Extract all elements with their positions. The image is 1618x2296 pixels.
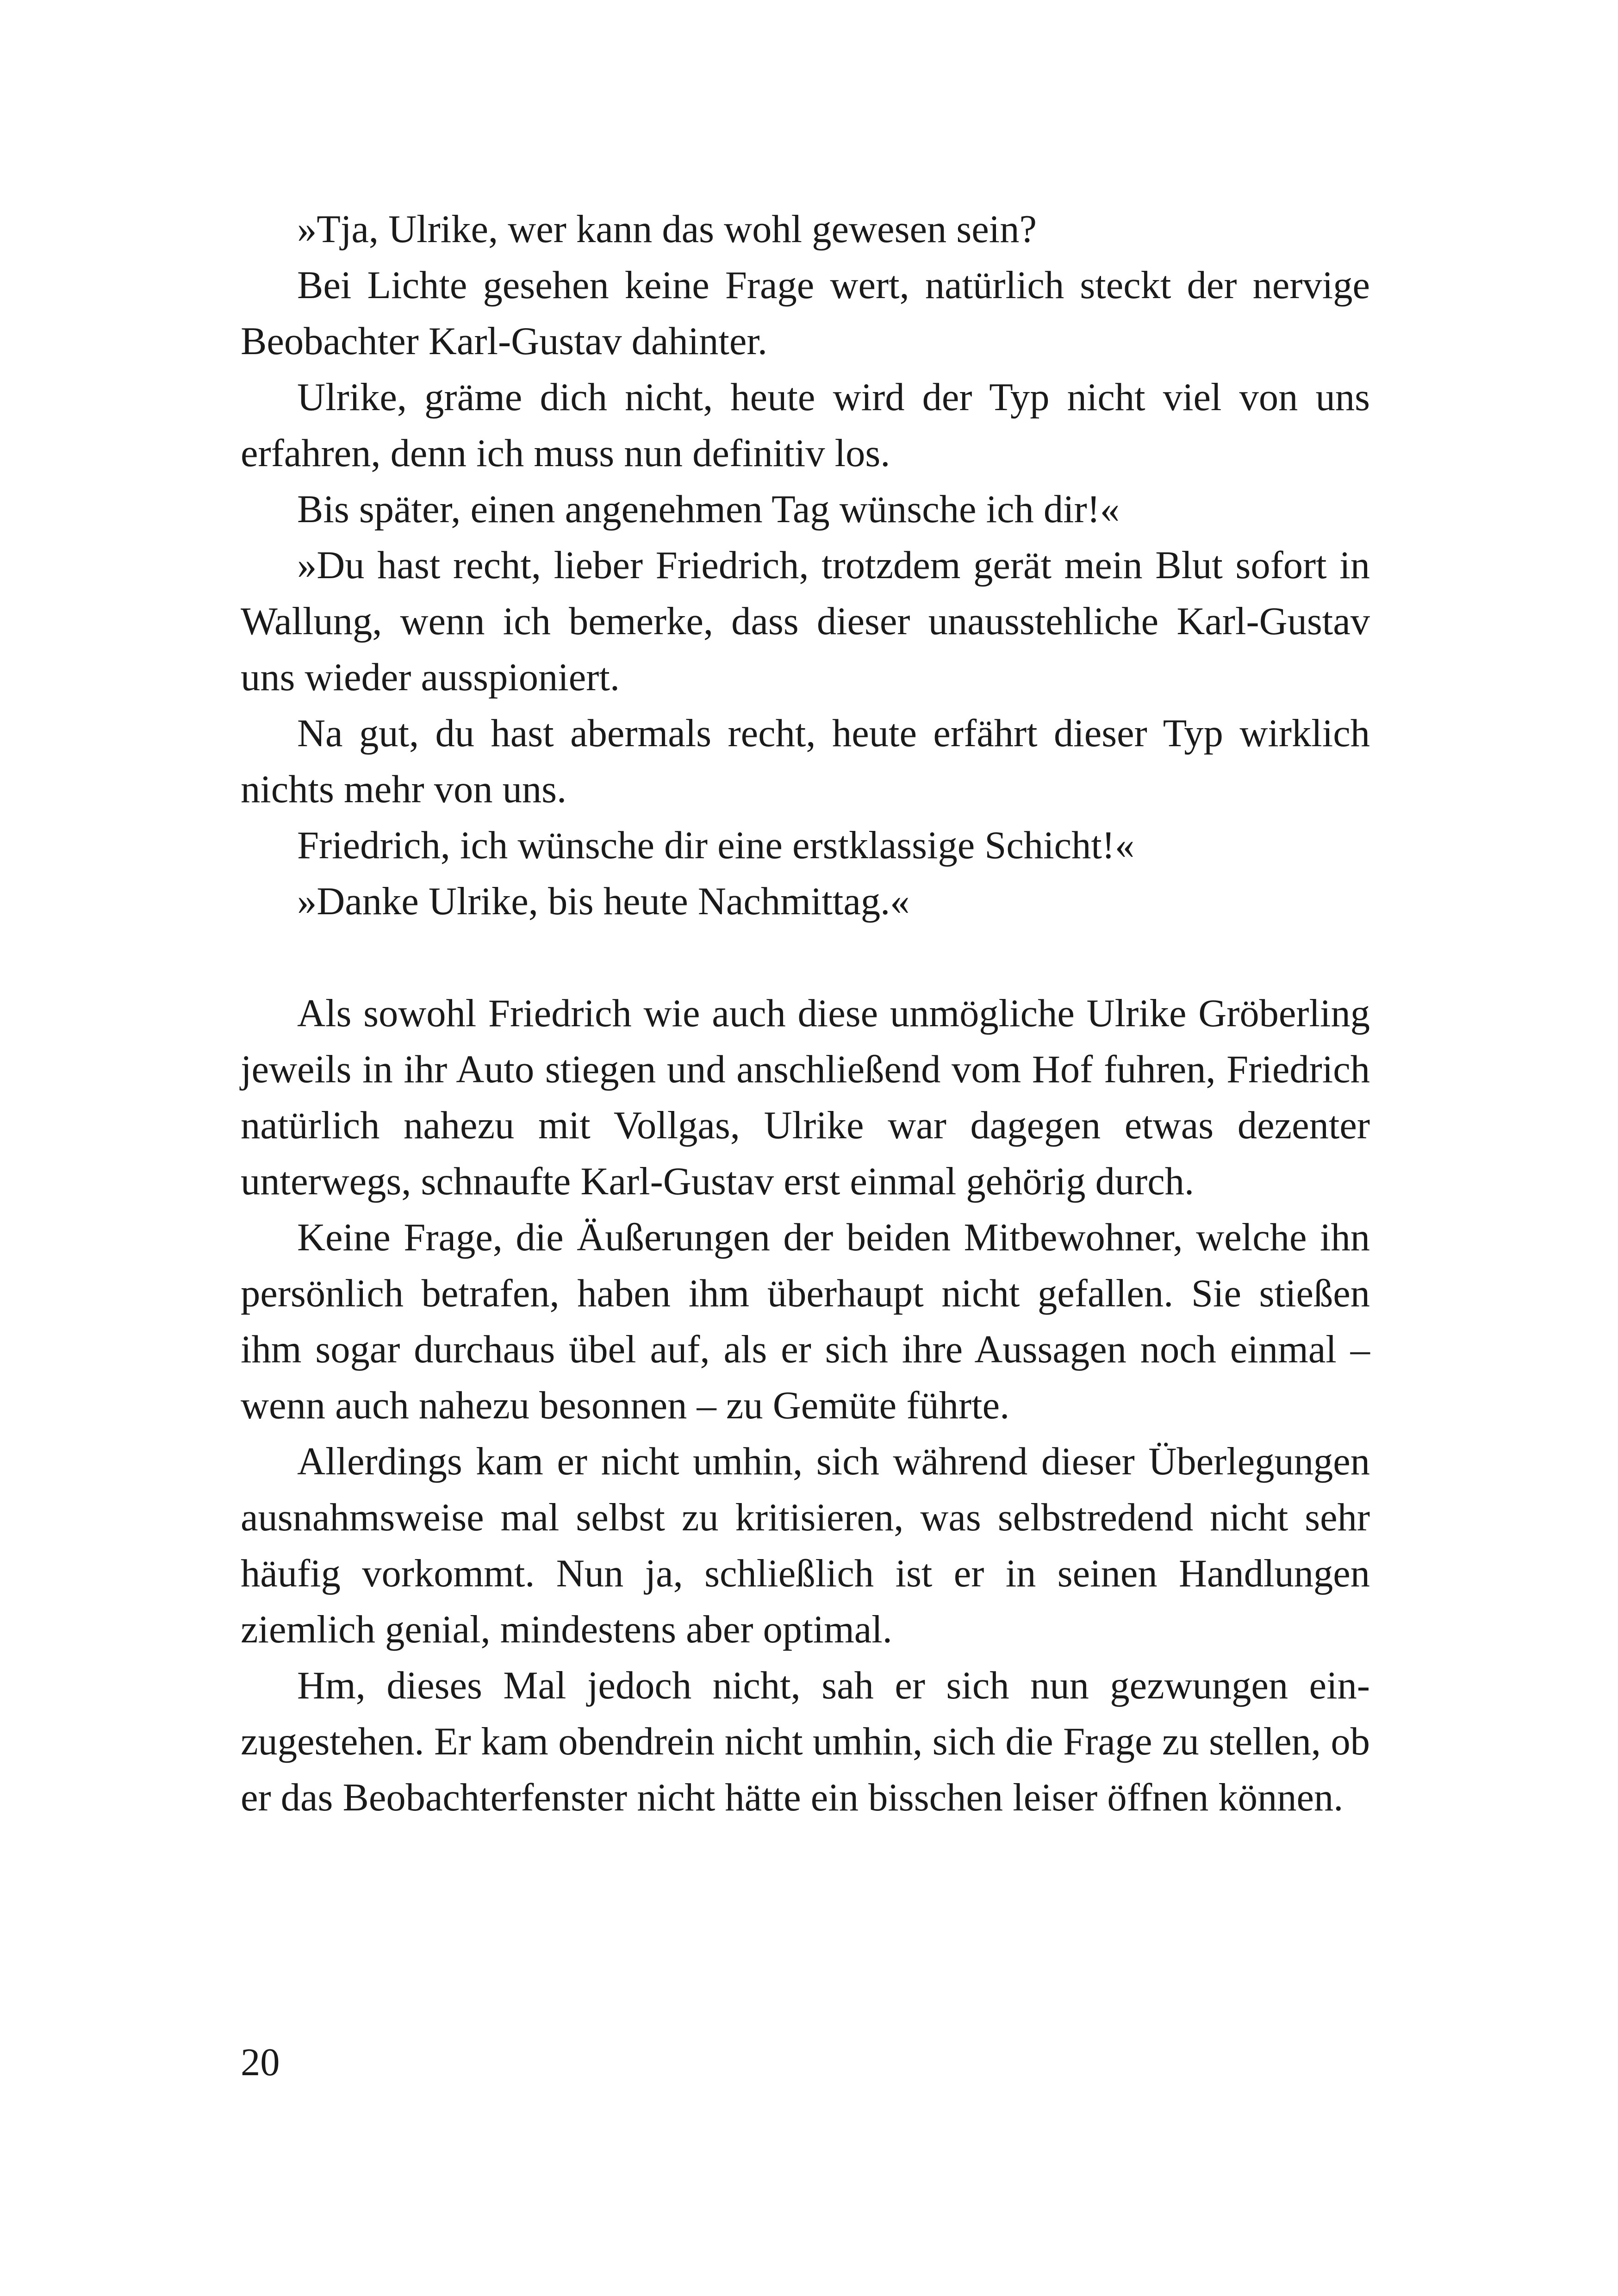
paragraph: Bei Lichte gesehen keine Frage wert, natürlich steckt der nervige Beobachter Karl-Gustav dahinter. bbox=[241, 264, 1370, 363]
paragraph: »Tja, Ulrike, wer kann das wohl gewesen sein? bbox=[297, 208, 1037, 251]
paragraph: »Danke Ulrike, bis heute Nachmittag.« bbox=[297, 880, 910, 923]
paragraph: »Du hast recht, lieber Friedrich, trotzdem gerät mein Blut sofort in Wallung, wenn ich bemerke, dass dieser unausstehliche Karl-Gustav uns wieder ausspioniert. bbox=[241, 544, 1370, 699]
section-break bbox=[241, 930, 1370, 986]
body-text bbox=[241, 201, 1370, 1826]
paragraph: Bis später, einen angenehmen Tag wünsche ich dir!« bbox=[297, 488, 1120, 531]
paragraph: Ulrike, gräme dich nicht, heute wird der Typ nicht viel von uns erfahren, denn ich muss nun definitiv los. bbox=[241, 376, 1370, 475]
paragraph: Na gut, du hast abermals recht, heute erfährt dieser Typ wirklich nichts mehr von uns. bbox=[241, 712, 1370, 811]
paragraph: Als sowohl Friedrich wie auch diese unmögliche Ulrike Gröberling jeweils in ihr Auto stiegen und anschließend vom Hof fuhren, Friedrich natürlich nahezu mit Vollgas, Ulrike war dagegen etwas dezenter unterwegs, schnaufte Karl-Gustav erst einmal gehörig durch. bbox=[241, 992, 1370, 1203]
paragraph: Keine Frage, die Äußerungen der beiden Mitbewohner, welche ihn persönlich betrafen, haben ihm überhaupt nicht gefallen. Sie stießen ihm sogar durchaus übel auf, als er sich ihre Aussagen noch einmal – wenn auch nahezu besonnen – zu Gemüte führte. bbox=[241, 1216, 1370, 1427]
paragraph: Friedrich, ich wünsche dir eine erstklassige Schicht!« bbox=[297, 824, 1135, 867]
page-number: 20 bbox=[241, 2041, 280, 2084]
paragraph: Hm, dieses Mal jedoch nicht, sah er sich nun gezwungen einzugestehen. Er kam obendrein nicht umhin, sich die Frage zu stellen, ob er das Beobachterfenster nicht hätte ein bisschen leiser öffnen können. bbox=[241, 1664, 1370, 1819]
paragraph: Allerdings kam er nicht umhin, sich während dieser Überlegungen ausnahmsweise mal selbst zu kritisieren, was selbstredend nicht sehr häufig vorkommt. Nun ja, schließlich ist er in seinen Handlungen ziemlich genial, mindestens aber optimal. bbox=[241, 1440, 1370, 1651]
